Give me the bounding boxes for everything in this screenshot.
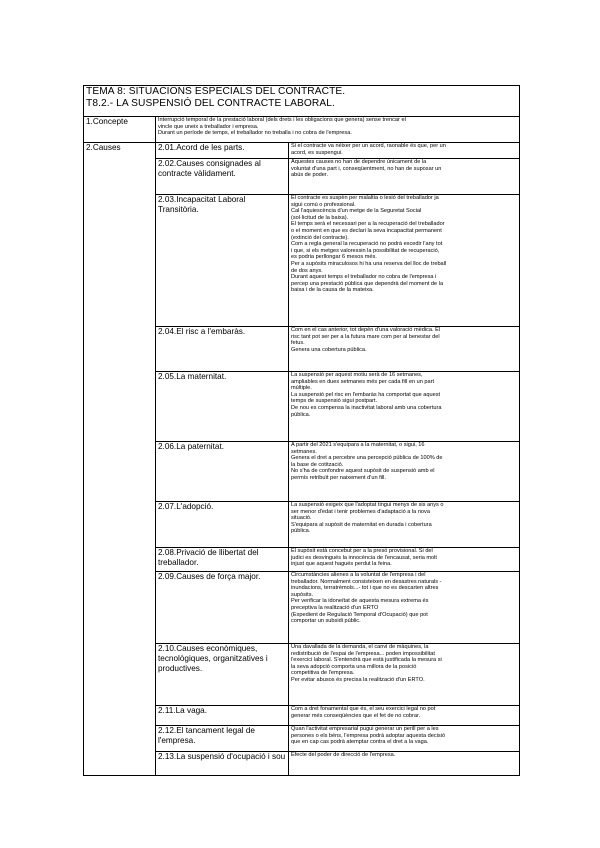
cause-description-line: la base de cotització. [291, 461, 344, 468]
cause-description-line: competitiva de l'empresa. [291, 670, 355, 677]
cause-description-line: Cal l'aquiescència d'un metge de la Seguretat Social [291, 208, 422, 215]
cause-title: 2.12.El tancament legal de l'empresa. [156, 726, 289, 752]
cause-description-line: múltiple. [291, 385, 312, 392]
cause-title: 2.04.El risc a l'embaràs. [156, 327, 289, 372]
cause-description-line: de dos anys. [291, 267, 323, 274]
cause-description-line: injust que aquest hagués perdut la feina. [291, 561, 392, 568]
cause-title: 2.01.Acord de les parts. [156, 143, 289, 159]
cause-description-line: o el moment en que es declari la seva incapacitat permanent [291, 227, 442, 234]
cause-description-line: La suspensió per aquest motiu serà de 16 setmanes, [291, 372, 423, 378]
cause-description [289, 327, 520, 372]
cause-description-line: percep una prestació pública que dependrà del moment de la [291, 280, 444, 287]
cause-description-line: La suspensió pel risc en l'embaràs ha comportat que aquest [291, 391, 441, 398]
cause-description [289, 644, 520, 706]
cause-description [289, 143, 520, 159]
cause-description-line: generar més conseqüències que el fet de no cobrar. [291, 712, 421, 719]
cause-title: 2.05.La maternitat. [156, 372, 289, 442]
cause-description-line: acord, es suspengui. [291, 149, 343, 156]
cause-description-line: pública. [291, 528, 311, 535]
suspension-table [83, 85, 520, 776]
cause-description-line: preceptiva la realització d'un ERTO [291, 604, 379, 611]
cause-description [289, 372, 520, 442]
cause-description-line: judici es desvingués la innocència de l'encausat, seria molt [291, 554, 437, 561]
cause-description-line: i que, si els metges valoressin la possibilitat de recuperació, [291, 247, 440, 254]
cause-description-line: Com en el cas anterior, tot depèn d'una valoració mèdica. El [291, 327, 441, 333]
cause-description-line: temps de suspensió sigui postpart. [291, 398, 378, 405]
cause-description [289, 159, 520, 195]
cause-description-line: abús de poder. [291, 172, 329, 179]
cause-description-line: Com a regla general la recuperació no podrà excedir l'any tot [291, 241, 443, 248]
cause-description-line: es podria perllongar 6 mesos més. [291, 254, 377, 261]
cause-description-line: situació. [291, 515, 312, 522]
cause-description-line: Durant aquest temps el treballador no cobra de l'empresa i [291, 274, 437, 281]
cause-description-line: El supòsit està concebut per a la presó provisional. Si del [291, 548, 433, 554]
causes-label: 2.Causes [84, 143, 156, 776]
cause-description-line: De nou es compensa la inactivitat laboral amb una cobertura [291, 404, 442, 411]
cause-description-line: inundacions, terratrèmols...- tot i que no es descarten altres [291, 585, 439, 592]
cause-description-line: redistribució de l'espai de l'empresa... poden impossibilitat [291, 650, 435, 657]
cause-description-line: Quan l'activitat empresarial pugui generar un perill per a les [291, 726, 439, 732]
cause-description-line: S'equipara al supòsit de maternitat en durada i cobertura [291, 521, 432, 528]
cause-description-line: sigui comú o professional. [291, 201, 356, 208]
cause-description-line: baixa i de la causa de la mateixa. [291, 287, 374, 294]
cause-description [289, 195, 520, 327]
cause-description-line: Genera el dret a percebre una percepció pública de 100% de [291, 455, 443, 462]
concepte-label: 1.Concepte [84, 117, 156, 143]
cause-description-line: permís retribuït per naixement d'un fill. [291, 474, 386, 481]
cause-description-line: setmanes. [291, 448, 317, 455]
concepte-text [156, 117, 520, 143]
cause-title: 2.09.Causes de força major. [156, 572, 289, 644]
cause-description-line: (Expedient de Regulació Temporal d'Ocupació) que pot [291, 611, 428, 618]
cause-description-line: El temps serà el necessari per a la recuperació del treballador [291, 221, 445, 228]
cause-title: 2.11.La vaga. [156, 706, 289, 726]
cause-title: 2.03.Incapacitat Laboral Transitòria. [156, 195, 289, 327]
cause-description-line: El contracte es suspèn per malaltia o lesió del treballador ja [291, 195, 439, 201]
cause-description-line: treballador. Normalment consisteixen en desastres naturals - [291, 578, 442, 585]
cause-title: 2.13.La suspensió d'ocupació i sou [156, 752, 289, 776]
cause-description-line: supòsits. [291, 591, 314, 598]
cause-description-line: Com a dret fonamental que és, el seu exercici legal no pot [291, 706, 436, 712]
cause-description [289, 752, 520, 776]
cause-description-line: persones o els béns, l'empresa podrà adoptar aquesta decisió [291, 732, 446, 739]
cause-description-line: Efecte del poder de direcció de l'empresa. [291, 752, 396, 758]
cause-title: 2.08.Privació de llibertat del treballador. [156, 548, 289, 572]
cause-description-line: (sol·licitud de la baixa). [291, 214, 349, 221]
cause-title: 2.10.Causes econòmiques, tecnològiques, organitzatives i productives. [156, 644, 289, 706]
concepte-line: Interrupció temporal de la prestació laboral (dels drets i les obligacions que genera) sense trencar el [158, 117, 406, 123]
cause-description [289, 442, 520, 502]
cause-description [289, 502, 520, 548]
cause-description-line: ampliables en dues setmanes més per cada fill en un part [291, 378, 435, 385]
cause-description-line: la seva adopció comporta una millora de la posició [291, 663, 417, 670]
causes-row [84, 143, 520, 159]
title-line-1: TEMA 8: SITUACIONS ESPECIALS DEL CONTRACTE. [86, 86, 346, 97]
cause-description [289, 572, 520, 644]
cause-description-line: que en cap cas podrà atemptar contra el dret a la vaga. [291, 739, 429, 746]
cause-description-line: A partir del 2021 s'equipara a la maternitat, o sigui, 16 [291, 442, 425, 448]
cause-description-line: Genera una cobertura pública. [291, 346, 367, 353]
cause-description-line: risc tant pot ser per a la futura mare com per al benestar del [291, 333, 440, 340]
cause-description-line: Aquestes causes no han de dependre únicament de la [291, 159, 427, 165]
cause-description [289, 726, 520, 752]
cause-description-line: Una davallada de la demanda, el canvi de màquines, la [291, 644, 429, 650]
cause-description-line: No s'ha de confondre aquest supòsit de suspensió amb el [291, 468, 435, 475]
cause-description-line: Per verificar la idoneïtat de aquesta mesura extrema és [291, 598, 429, 605]
cause-description-line: comportar un subsidi públic. [291, 618, 361, 625]
cause-description-line: La suspensió exigeix que l'adoptat tingui menys de sis anys o [291, 502, 444, 508]
cause-title: 2.02.Causes consignades al contracte vàlidament. [156, 159, 289, 195]
cause-title: 2.07.L'adopció. [156, 502, 289, 548]
cause-description-line: voluntat d'una part i, conseqüentment, no han de suposar un [291, 165, 442, 172]
cause-description-line: Circumstàncies alienes a la voluntat de l'empresa i del [291, 572, 426, 578]
concepte-line: Durant un període de temps, el treballador no treballa i no cobra de l'empresa. [158, 130, 352, 137]
cause-description-line: Si el contracte va néixer per un acord, raonable és que, per un [291, 143, 446, 149]
concepte-line: vincle que uneix a treballador i empresa. [158, 123, 259, 130]
cause-description-line: (extinció del contracte). [291, 234, 349, 241]
cause-title: 2.06.La paternitat. [156, 442, 289, 502]
cause-description-line: Per evitar abusos és precisa la realització d'un ERTO. [291, 676, 425, 683]
concepte-row [84, 117, 520, 143]
cause-description-line: pública. [291, 411, 311, 418]
title-line-2: T8.2.- LA SUSPENSIÓ DEL CONTRACTE LABORAL. [86, 98, 335, 109]
cause-description-line: Per a supòsits miraculosos hi ha una reserva del lloc de treball [291, 260, 447, 267]
cause-description-line: fetus. [291, 340, 305, 347]
cause-description [289, 706, 520, 726]
cause-description [289, 548, 520, 572]
title-row [84, 86, 520, 117]
cause-description-line: ser menor d'edat i tenir problemes d'adaptació a la nova [291, 508, 430, 515]
cause-description-line: l'exercici laboral. S'entendrà que està justificada la mesura si [291, 657, 442, 664]
document-title [84, 86, 520, 117]
